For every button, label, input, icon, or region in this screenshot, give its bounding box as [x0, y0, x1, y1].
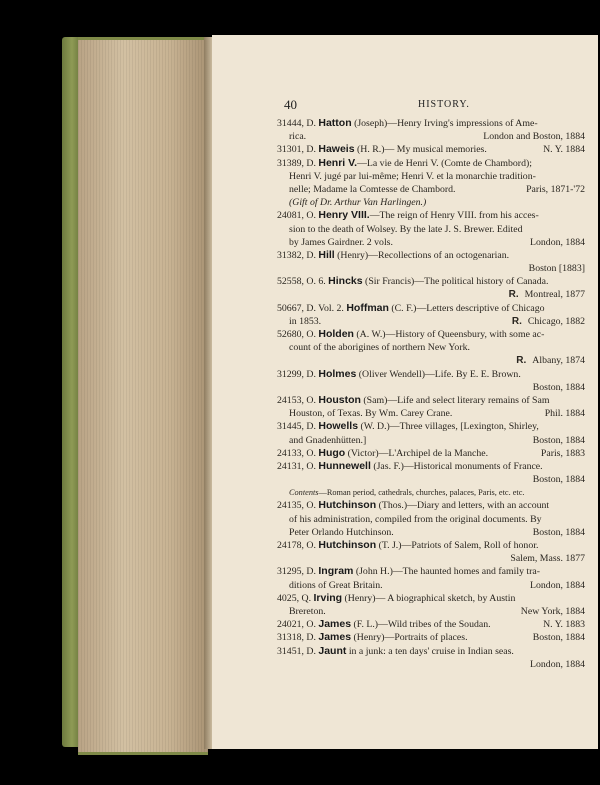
entry-text: (Victor)—L'Archipel de la Manche. — [345, 447, 489, 459]
entry-line — [277, 605, 585, 618]
entry-text: (Henry)— A biographical sketch, by Austin — [342, 592, 516, 604]
entry-heading: Ingram — [318, 565, 354, 578]
call-number: 24135, O. — [277, 500, 316, 512]
entry-text: sion to the death of Wolsey. By the late J. S. Brewer. Edited — [289, 223, 523, 235]
entry-text: Houston, of Texas. By Wm. Carey Crane. — [289, 408, 453, 420]
catalog-entry — [277, 209, 585, 249]
entry-text: rica. — [289, 131, 307, 143]
entry-heading: Houston — [318, 393, 361, 406]
entry-line — [277, 143, 585, 156]
imprint-place-year: Montreal, 1877 — [524, 289, 585, 301]
entry-text: Henri V. jugé par lui-même; Henri V. et la monarchie tradition- — [289, 170, 536, 182]
imprint-place-year: Boston, 1884 — [532, 526, 585, 538]
entry-line — [277, 288, 585, 301]
catalog-entry — [277, 143, 585, 156]
entry-text: in a junk: a ten days' cruise in Indian seas. — [346, 645, 514, 657]
imprint-place-year: London, 1884 — [530, 658, 585, 670]
entry-line — [277, 473, 585, 486]
entry-text: Brereton. — [289, 605, 326, 617]
imprint — [533, 473, 585, 486]
entry-line — [277, 645, 585, 658]
entry-text: (H. R.)— My musical memories. — [354, 144, 487, 156]
imprint — [510, 552, 585, 565]
imprint-place-year: Paris, 1883 — [540, 447, 585, 459]
imprint-place-year: Boston [1883] — [528, 263, 585, 275]
entry-line — [277, 658, 585, 671]
entry-heading: Hoffman — [346, 301, 389, 314]
entry-heading: Holmes — [318, 367, 357, 380]
imprint — [543, 143, 585, 156]
call-number: 31382, D. — [277, 249, 316, 261]
call-number: 24178, O. — [277, 540, 316, 551]
entry-heading: Hugo — [318, 446, 346, 459]
imprint — [483, 130, 585, 143]
entry-line — [277, 157, 585, 170]
entry-line — [277, 368, 585, 381]
imprint-place-year: Boston, 1884 — [532, 474, 585, 486]
call-number: 31389, D. — [277, 157, 316, 169]
imprint-place-year: Phil. 1884 — [544, 408, 585, 420]
catalog-entry-list — [277, 117, 585, 671]
imprint — [533, 381, 585, 394]
call-number: 24131, O. — [277, 460, 316, 472]
catalog-entry — [277, 249, 585, 275]
entry-line — [277, 223, 585, 236]
entry-text: (T. J.)—Patriots of Salem, Roll of honor. — [376, 540, 539, 551]
entry-line — [277, 513, 585, 526]
entry-text: (Jas. F.)—Historical monuments of France. — [370, 460, 543, 472]
call-number: 24021, O. — [277, 619, 316, 631]
entry-line — [277, 302, 585, 315]
entry-line — [277, 209, 585, 222]
entry-line — [277, 618, 585, 631]
imprint — [530, 579, 585, 592]
imprint — [530, 658, 585, 671]
call-number: 52558, O. 6. — [277, 276, 326, 288]
entry-text: in 1853. — [289, 315, 322, 327]
imprint — [545, 407, 585, 420]
entry-heading: Hincks — [328, 275, 363, 288]
entry-line — [277, 499, 585, 512]
entry-heading: Hill — [318, 248, 335, 261]
contents-label: Contents — [289, 488, 319, 498]
entry-line — [277, 117, 585, 130]
entry-text: count of the aborigines of northern New York. — [289, 342, 470, 354]
imprint — [529, 262, 585, 275]
entry-line — [277, 486, 585, 499]
call-number: 4025, Q. — [277, 592, 312, 604]
imprint-place-year: Chicago, 1882 — [527, 315, 585, 327]
catalog-entry — [277, 275, 585, 301]
entry-heading: Irving — [313, 591, 343, 604]
imprint-place-year: London, 1884 — [530, 579, 585, 591]
imprint-place-year: Salem, Mass. 1877 — [510, 553, 585, 565]
call-number: 24133, O. — [277, 447, 316, 459]
page-number: 40 — [284, 97, 297, 112]
imprint — [533, 526, 585, 539]
entry-text: (W. D.)—Three villages, [Lexington, Shirley, — [358, 421, 539, 433]
imprint — [530, 236, 585, 249]
catalog-entry — [277, 302, 585, 328]
entry-text: (Gift of Dr. Arthur Van Harlingen.) — [289, 197, 427, 209]
call-number: 31295, D. — [277, 566, 316, 578]
entry-text: nelle; Madame la Comtesse de Chambord. — [289, 183, 456, 195]
entry-line — [277, 130, 585, 143]
entry-heading: Henri V. — [318, 156, 358, 169]
entry-text: —The reign of Henry VIII. from his acces- — [369, 210, 539, 222]
call-number: 50667, D. Vol. 2. — [277, 302, 344, 314]
page-block-fore-edge — [78, 37, 208, 755]
call-number: 24153, O. — [277, 394, 316, 406]
catalog-entry — [277, 631, 585, 644]
catalog-entry — [277, 368, 585, 394]
entry-text: (Sam)—Life and select literary remains of Sam — [360, 394, 550, 406]
entry-line — [277, 565, 585, 578]
entry-heading: Holden — [318, 328, 354, 340]
entry-text: (Henry)—Portraits of places. — [351, 632, 468, 644]
entry-line — [277, 262, 585, 275]
entry-line — [277, 394, 585, 407]
entry-line — [277, 196, 585, 209]
entry-text: (F. L.)—Wild tribes of the Soudan. — [351, 619, 491, 631]
entry-heading: Hutchinson — [318, 539, 377, 551]
entry-line — [277, 170, 585, 183]
entry-line — [277, 460, 585, 473]
entry-text: (C. F.)—Letters descriptive of Chicago — [388, 302, 545, 314]
imprint-place-year: New York, 1884 — [520, 605, 585, 617]
imprint — [516, 354, 585, 367]
catalog-entry — [277, 328, 585, 368]
imprint-place-year: Boston, 1884 — [532, 381, 585, 393]
catalog-entry — [277, 394, 585, 420]
call-number: 31299, D. — [277, 368, 316, 380]
entry-text: (Oliver Wendell)—Life. By E. E. Brown. — [356, 368, 521, 380]
entry-text: by James Gairdner. 2 vols. — [289, 236, 393, 248]
imprint-place-year: N. Y. 1883 — [543, 619, 585, 631]
entry-heading: Howells — [318, 420, 359, 433]
imprint — [521, 605, 585, 618]
running-head: HISTORY. — [418, 99, 470, 110]
reference-mark: R. — [516, 355, 527, 367]
entry-line — [277, 328, 585, 341]
call-number: 31444, D. — [277, 118, 316, 129]
entry-line — [277, 592, 585, 605]
imprint — [509, 288, 585, 301]
entry-heading: Haweis — [318, 143, 355, 156]
call-number: 52680, O. — [277, 329, 316, 340]
entry-line — [277, 526, 585, 539]
reference-mark: R. — [511, 315, 522, 327]
entry-text: Peter Orlando Hutchinson. — [289, 526, 394, 538]
entry-heading: James — [318, 618, 352, 631]
catalog-entry — [277, 499, 585, 539]
imprint — [533, 434, 585, 447]
imprint — [543, 618, 585, 631]
entry-line — [277, 539, 585, 552]
catalog-entry — [277, 645, 585, 671]
entry-heading: Henry VIII. — [318, 209, 370, 222]
contents-text: —Roman period, cathedrals, churches, palaces, Paris, etc. etc. — [318, 488, 525, 498]
catalog-entry — [277, 539, 585, 565]
entry-line — [277, 341, 585, 354]
entry-text: (Sir Francis)—The political history of Canada. — [362, 276, 549, 288]
imprint — [526, 183, 585, 196]
entry-heading: James — [318, 631, 352, 644]
catalog-entry — [277, 447, 585, 460]
entry-text: (Joseph)—Henry Irving's impressions of Ame- — [351, 118, 538, 129]
imprint-place-year: London and Boston, 1884 — [483, 131, 585, 143]
entry-heading: Hunnewell — [318, 459, 371, 472]
call-number: 24081, O. — [277, 210, 316, 222]
entry-line — [277, 552, 585, 565]
entry-text: of his administration, compiled from the original documents. By — [289, 513, 542, 525]
entry-heading: Hutchinson — [318, 499, 377, 512]
entry-line — [277, 236, 585, 249]
call-number: 31451, D. — [277, 645, 316, 657]
entry-text: (Thos.)—Diary and letters, with an account — [376, 500, 550, 512]
entry-line — [277, 183, 585, 196]
catalog-entry — [277, 618, 585, 631]
entry-line — [277, 354, 585, 367]
entry-heading: Jaunt — [318, 644, 347, 657]
entry-text: ditions of Great Britain. — [289, 579, 383, 591]
imprint — [541, 447, 585, 460]
entry-line — [277, 275, 585, 288]
catalog-entry — [277, 117, 585, 143]
reference-mark: R. — [508, 289, 519, 301]
imprint — [512, 315, 585, 328]
entry-text: and Gnadenhütten.] — [289, 434, 367, 446]
entry-text: (John H.)—The haunted homes and family tra- — [353, 566, 541, 578]
entry-text: (A. W.)—History of Queensbury, with some ac- — [353, 329, 545, 340]
call-number: 31301, D. — [277, 144, 316, 156]
entry-text: (Henry)—Recollections of an octogenarian. — [334, 249, 510, 261]
catalog-entry — [277, 460, 585, 500]
imprint-place-year: Paris, 1871-'72 — [526, 183, 585, 195]
entry-line — [277, 631, 585, 644]
entry-line — [277, 407, 585, 420]
entry-line — [277, 420, 585, 433]
catalog-entry — [277, 592, 585, 618]
entry-text: —La vie de Henri V. (Comte de Chambord); — [357, 157, 532, 169]
entry-line — [277, 434, 585, 447]
imprint-place-year: Boston, 1884 — [532, 434, 585, 446]
catalog-entry — [277, 420, 585, 446]
imprint — [533, 631, 585, 644]
entry-line — [277, 249, 585, 262]
catalog-entry — [277, 157, 585, 210]
book-page — [212, 35, 598, 749]
catalog-entry — [277, 565, 585, 591]
imprint-place-year: London, 1884 — [530, 236, 585, 248]
entry-line — [277, 315, 585, 328]
entry-line — [277, 381, 585, 394]
entry-heading: Hatton — [318, 117, 352, 129]
entry-line — [277, 447, 585, 460]
entry-line — [277, 579, 585, 592]
imprint-place-year: N. Y. 1884 — [543, 144, 585, 156]
imprint-place-year: Boston, 1884 — [532, 632, 585, 644]
call-number: 31445, D. — [277, 421, 316, 433]
imprint-place-year: Albany, 1874 — [532, 355, 585, 367]
call-number: 31318, D. — [277, 632, 316, 644]
